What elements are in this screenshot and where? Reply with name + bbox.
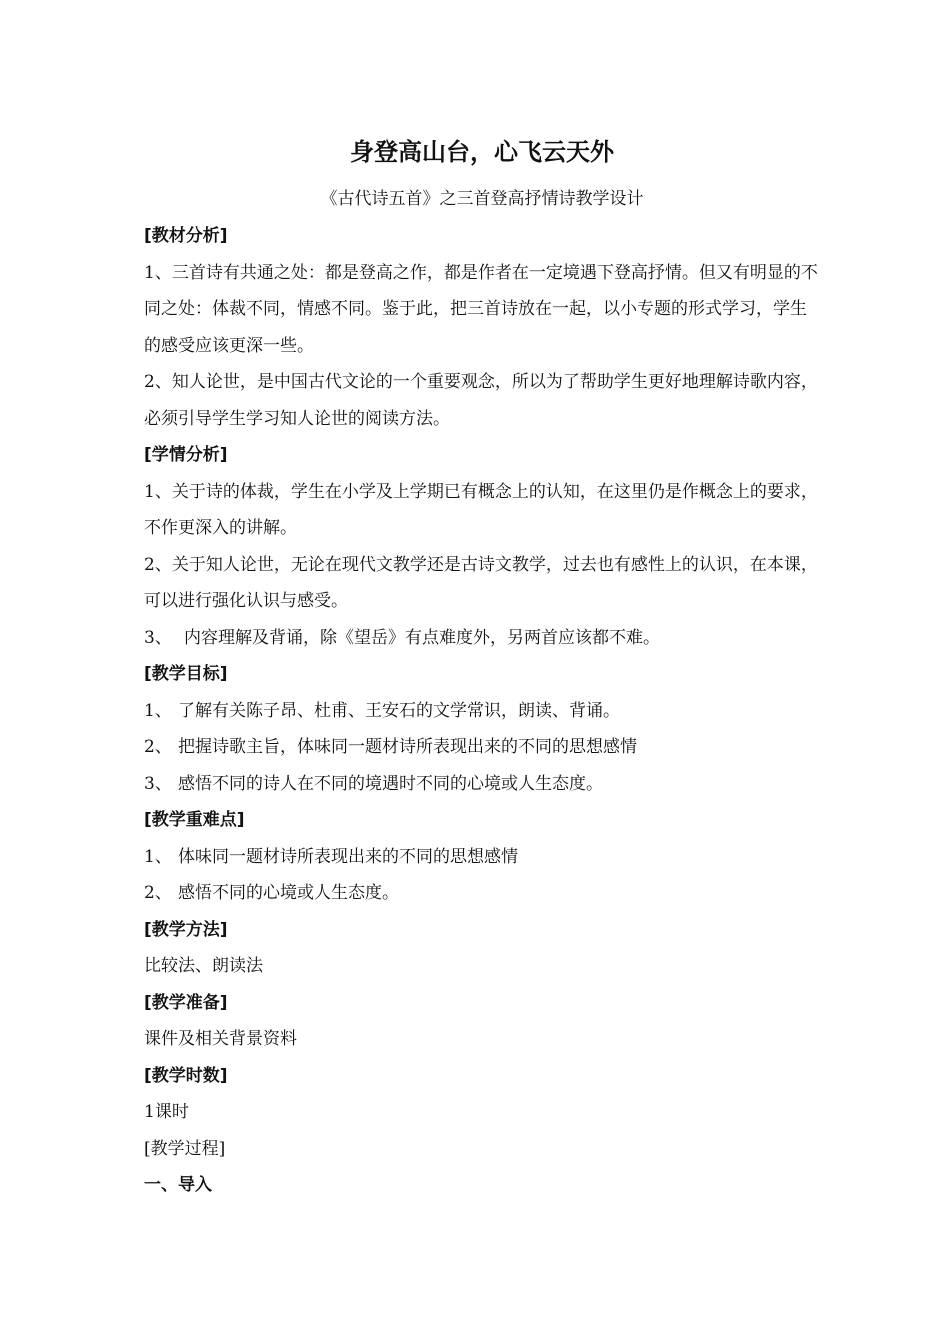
paragraph: 1课时 (144, 1102, 189, 1122)
section-heading: [教材分析] (144, 226, 228, 246)
list-item (144, 766, 820, 803)
list-text: 把握诗歌主旨，体味同一题材诗所表现出来的不同的思想感情 (178, 737, 637, 757)
list-number: 2、 (144, 737, 172, 757)
list-number: 3、 (144, 773, 172, 794)
list-text: 内容理解及背诵，除《望岳》有点难度外，另两首应该都不难。 (184, 627, 660, 648)
section-analysis (144, 218, 820, 437)
section-keypoints (144, 802, 820, 912)
paragraph: 比较法、朗读法 (144, 956, 263, 976)
list-text: 了解有关陈子昂、杜甫、王安石的文学常识，朗读、背诵。 (178, 700, 620, 721)
list-item (144, 839, 820, 876)
paragraph: 1、三首诗有共通之处：都是登高之作，都是作者在一定境遇下登高抒情。但又有明显的不同之处：体裁不同，情感不同。鉴于此，把三首诗放在一起，以小专题的形式学习，学生的感受应该更深一些。 (144, 262, 818, 356)
section-heading: [教学目标] (144, 664, 228, 684)
paragraph: 课件及相关背景资料 (144, 1029, 297, 1049)
section-heading: [教学过程] (144, 1138, 226, 1159)
section-heading: [教学时数] (144, 1065, 228, 1086)
section-heading: [教学方法] (144, 919, 228, 940)
list-item (144, 729, 820, 766)
list-text: 感悟不同的心境或人生态度。 (178, 883, 399, 903)
section-goals (144, 656, 820, 802)
paragraph: 2、知人论世，是中国古代文论的一个重要观念，所以为了帮助学生更好地理解诗歌内容，必须引导学生学习知人论世的阅读方法。 (144, 372, 818, 429)
section-process (144, 1131, 820, 1204)
paragraph: 1、关于诗的体裁，学生在小学及上学期已有概念上的认知，在这里仍是作概念上的要求，不作更深入的讲解。 (144, 481, 818, 538)
section-prep (144, 985, 820, 1058)
section-methods (144, 912, 820, 985)
list-item (144, 693, 820, 730)
list-number: 1、 (144, 700, 172, 721)
section-heading: [学情分析] (144, 445, 228, 465)
list-text: 体味同一题材诗所表现出来的不同的思想感情 (178, 846, 518, 867)
section-heading: [教学准备] (144, 992, 228, 1013)
list-number: 3、 (144, 627, 172, 648)
subsection-heading: 一、导入 (144, 1175, 212, 1195)
paragraph: 2、关于知人论世，无论在现代文教学还是古诗文教学，过去也有感性上的认识，在本课，可以进行强化认识与感受。 (144, 554, 818, 611)
list-item (144, 620, 820, 657)
list-number: 1、 (144, 846, 172, 867)
section-time (144, 1058, 820, 1131)
page-title: 身登高山台，心飞云天外 (350, 138, 614, 166)
list-item (144, 875, 820, 912)
section-students (144, 437, 820, 656)
list-text: 感悟不同的诗人在不同的境遇时不同的心境或人生态度。 (178, 773, 603, 794)
list-number: 2、 (144, 883, 172, 903)
section-heading: [教学重难点] (144, 810, 245, 830)
page-subtitle: 《古代诗五首》之三首登高抒情诗教学设计 (320, 189, 644, 209)
